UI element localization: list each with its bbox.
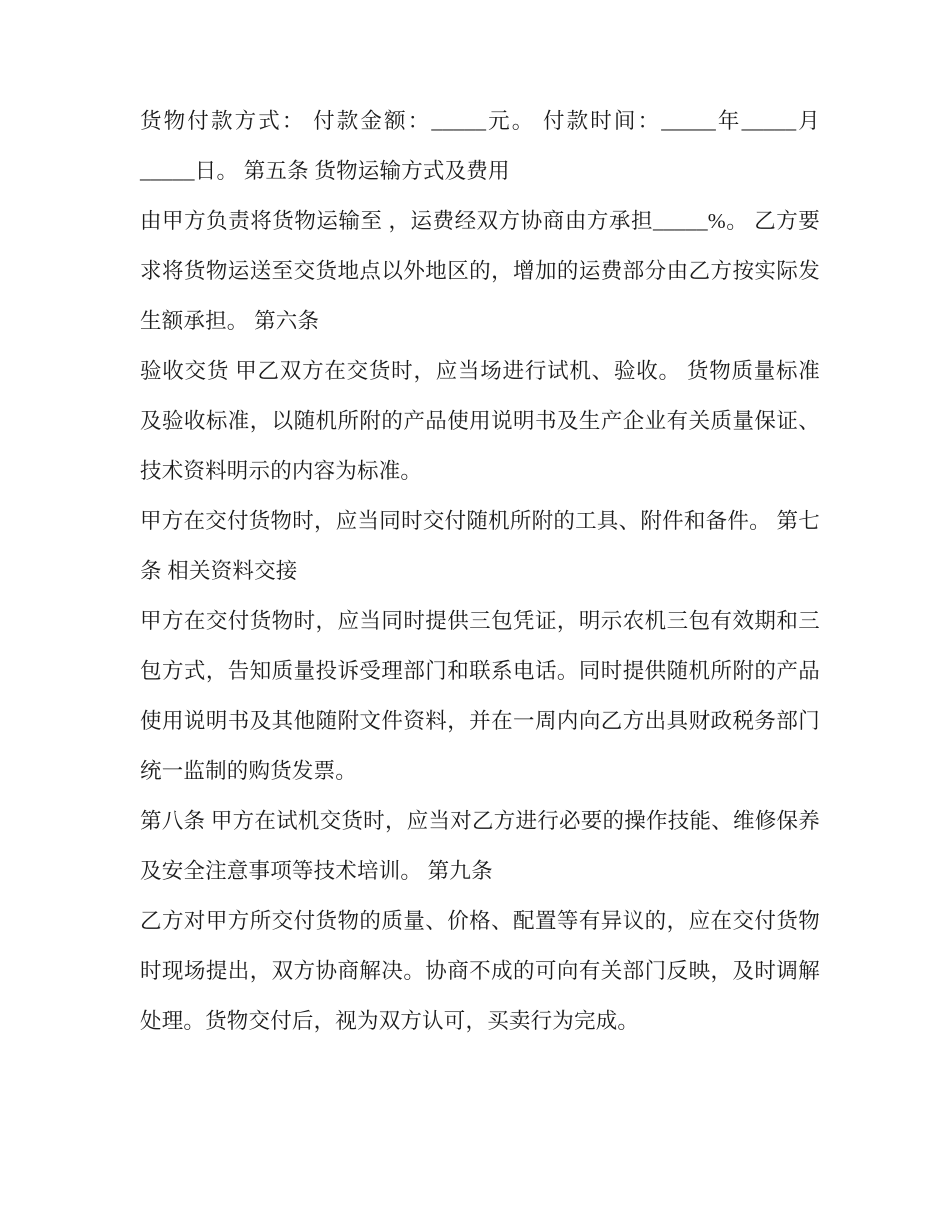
paragraph-2: 由甲方负责将货物运输至 ，运费经双方协商由方承担_____%。 乙方要求将货物运送至交货地点以外地区的，增加的运费部分由乙方按实际发生额承担。 第六条 [140, 209, 820, 333]
paragraph-1: 货物付款方式： 付款金额：_____元。 付款时间：_____年_____月_____日。 第五条 货物运输方式及费用 [140, 109, 820, 183]
document-body [140, 96, 820, 1046]
paragraph-3: 验收交货 甲乙双方在交货时，应当场进行试机、验收。 货物质量标准及验收标准，以随机所附的产品使用说明书及生产企业有关质量保证、技术资料明示的内容为标准。 [140, 359, 820, 483]
paragraph-4: 甲方在交付货物时，应当同时交付随机所附的工具、附件和备件。 第七条 相关资料交接 [140, 509, 820, 583]
paragraph-6: 第八条 甲方在试机交货时，应当对乙方进行必要的操作技能、维修保养及安全注意事项等技术培训。 第九条 [140, 809, 820, 883]
paragraph-7: 乙方对甲方所交付货物的质量、价格、配置等有异议的，应在交付货物时现场提出，双方协商解决。协商不成的可向有关部门反映，及时调解处理。货物交付后，视为双方认可，买卖行为完成。 [140, 909, 820, 1033]
paragraph-5: 甲方在交付货物时，应当同时提供三包凭证，明示农机三包有效期和三包方式，告知质量投诉受理部门和联系电话。同时提供随机所附的产品使用说明书及其他随附文件资料，并在一周内向乙方出具财政税务部门统一监制的购货发票。 [140, 609, 820, 783]
